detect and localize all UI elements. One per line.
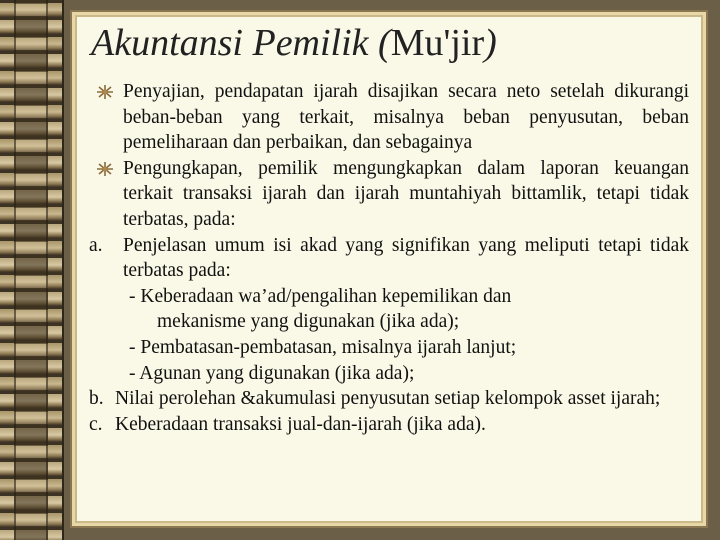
list-text: Nilai perolehan &akumulasi penyusutan setiap kelompok asset ijarah; [115,388,661,410]
title-main: Akuntansi Pemilik ( [91,22,391,64]
sub-item-text: - Keberadaan wa’ad/pengalihan kepemilikan dan [129,285,512,307]
bullet-text: Pengungkapan, pemilik mengungkapkan dalam laporan keuangan terkait transaksi ijarah dan ijarah muntahiyah bittamlik, tetapi tidak terbatas, pada: [123,157,689,230]
sub-item [89,284,689,310]
list-item-c [89,412,689,438]
bullet-item [89,156,689,233]
sub-item [89,335,689,361]
sub-item [89,361,689,387]
sub-item-text: - Pembatasan-pembatasan, misalnya ijarah lanjut; [129,336,517,358]
list-marker: c. [89,413,103,435]
slide-title [91,21,497,65]
list-item-a [89,233,689,284]
list-marker: b. [89,388,104,410]
decorative-chain-border [0,0,64,540]
list-item-b [89,386,689,412]
list-text: Keberadaan transaksi jual-dan-ijarah (jika ada). [115,413,486,435]
slide-content [89,79,689,437]
sub-item-continuation [89,309,689,335]
sub-item-text: mekanisme yang digunakan (jika ada); [157,311,460,333]
title-inner: Mu'jir [390,22,485,64]
title-close: ) [484,22,497,64]
sub-item-text: - Agunan yang digunakan (jika ada); [129,362,415,384]
ornament-icon [97,85,113,99]
bullet-text: Penyajian, pendapatan ijarah disajikan secara neto setelah dikurangi beban-beban yang terkait, misalnya beban penyusutan, beban pemeliharaan dan perbaikan, dan sebagainya [123,81,689,154]
slide-panel [72,12,706,526]
list-text: Penjelasan umum isi akad yang signifikan yang meliputi tetapi tidak terbatas pada: [123,234,689,282]
ornament-icon [97,162,113,176]
list-marker: a. [89,234,103,256]
bullet-item [89,79,689,156]
